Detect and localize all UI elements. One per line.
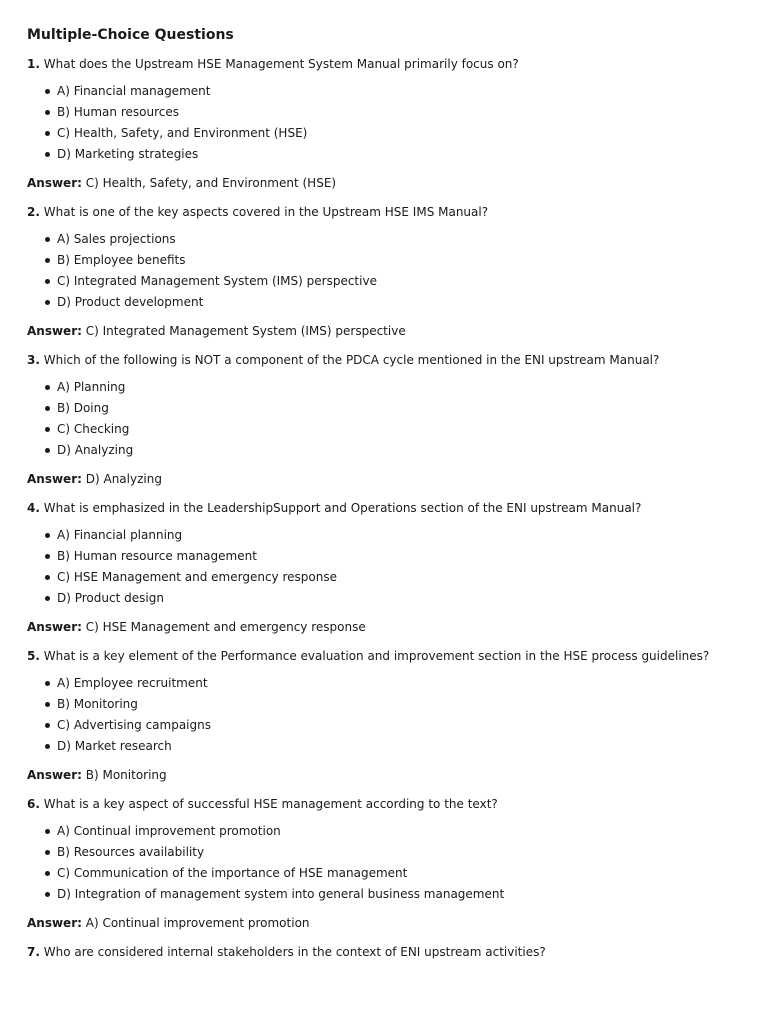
option-list (27, 378, 740, 462)
option-item: D) Marketing strategies (57, 145, 740, 166)
option-item: B) Employee benefits (57, 251, 740, 272)
question-number: 5. (27, 649, 40, 663)
option-item: D) Integration of management system into general business management (57, 885, 740, 906)
question-number: 2. (27, 205, 40, 219)
option-item: C) Health, Safety, and Environment (HSE) (57, 124, 740, 145)
option-item: B) Human resource management (57, 547, 740, 568)
option-item: D) Product design (57, 589, 740, 610)
answer-value: B) Monitoring (85, 768, 167, 782)
question-text: What is a key element of the Performance evaluation and improvement section in the HSE process guidelines? (43, 649, 710, 663)
answer-line (27, 766, 740, 784)
option-list (27, 82, 740, 166)
option-item: C) Checking (57, 420, 740, 441)
answer-label: Answer: (27, 324, 82, 338)
option-item: A) Employee recruitment (57, 674, 740, 695)
answer-value: D) Analyzing (85, 472, 162, 486)
option-item: B) Human resources (57, 103, 740, 124)
answer-value: A) Continual improvement promotion (85, 916, 310, 930)
question-1 (27, 55, 740, 73)
option-item: A) Continual improvement promotion (57, 822, 740, 843)
answer-line (27, 618, 740, 636)
option-item: B) Resources availability (57, 843, 740, 864)
option-list (27, 230, 740, 314)
option-item: A) Planning (57, 378, 740, 399)
option-item: C) Communication of the importance of HSE management (57, 864, 740, 885)
answer-label: Answer: (27, 620, 82, 634)
option-list (27, 526, 740, 610)
answer-value: C) HSE Management and emergency response (85, 620, 366, 634)
question-text: Who are considered internal stakeholders in the context of ENI upstream activities? (43, 945, 546, 959)
answer-line (27, 914, 740, 932)
option-item: D) Market research (57, 737, 740, 758)
option-item: A) Financial management (57, 82, 740, 103)
question-text: What is emphasized in the LeadershipSupport and Operations section of the ENI upstream Manual? (43, 501, 642, 515)
question-text: What is one of the key aspects covered in the Upstream HSE IMS Manual? (43, 205, 489, 219)
question-5 (27, 647, 740, 665)
question-number: 6. (27, 797, 40, 811)
question-4 (27, 499, 740, 517)
question-list (27, 55, 740, 961)
option-item: C) HSE Management and emergency response (57, 568, 740, 589)
question-number: 1. (27, 57, 40, 71)
question-text: What does the Upstream HSE Management System Manual primarily focus on? (43, 57, 519, 71)
option-item: D) Product development (57, 293, 740, 314)
answer-label: Answer: (27, 176, 82, 190)
question-text: Which of the following is NOT a component of the PDCA cycle mentioned in the ENI upstream Manual? (43, 353, 660, 367)
page-title: Multiple-Choice Questions (27, 27, 234, 43)
option-item: C) Integrated Management System (IMS) perspective (57, 272, 740, 293)
answer-value: C) Integrated Management System (IMS) perspective (85, 324, 406, 338)
option-list (27, 822, 740, 906)
answer-label: Answer: (27, 472, 82, 486)
option-item: B) Monitoring (57, 695, 740, 716)
answer-line (27, 322, 740, 340)
question-7 (27, 943, 740, 961)
answer-line (27, 470, 740, 488)
question-2 (27, 203, 740, 221)
option-item: B) Doing (57, 399, 740, 420)
answer-value: C) Health, Safety, and Environment (HSE) (85, 176, 337, 190)
option-item: D) Analyzing (57, 441, 740, 462)
option-item: A) Financial planning (57, 526, 740, 547)
answer-label: Answer: (27, 768, 82, 782)
option-list (27, 674, 740, 758)
answer-line (27, 174, 740, 192)
option-item: C) Advertising campaigns (57, 716, 740, 737)
question-number: 7. (27, 945, 40, 959)
question-text: What is a key aspect of successful HSE management according to the text? (43, 797, 498, 811)
question-number: 4. (27, 501, 40, 515)
question-6 (27, 795, 740, 813)
question-number: 3. (27, 353, 40, 367)
answer-label: Answer: (27, 916, 82, 930)
option-item: A) Sales projections (57, 230, 740, 251)
question-3 (27, 351, 740, 369)
